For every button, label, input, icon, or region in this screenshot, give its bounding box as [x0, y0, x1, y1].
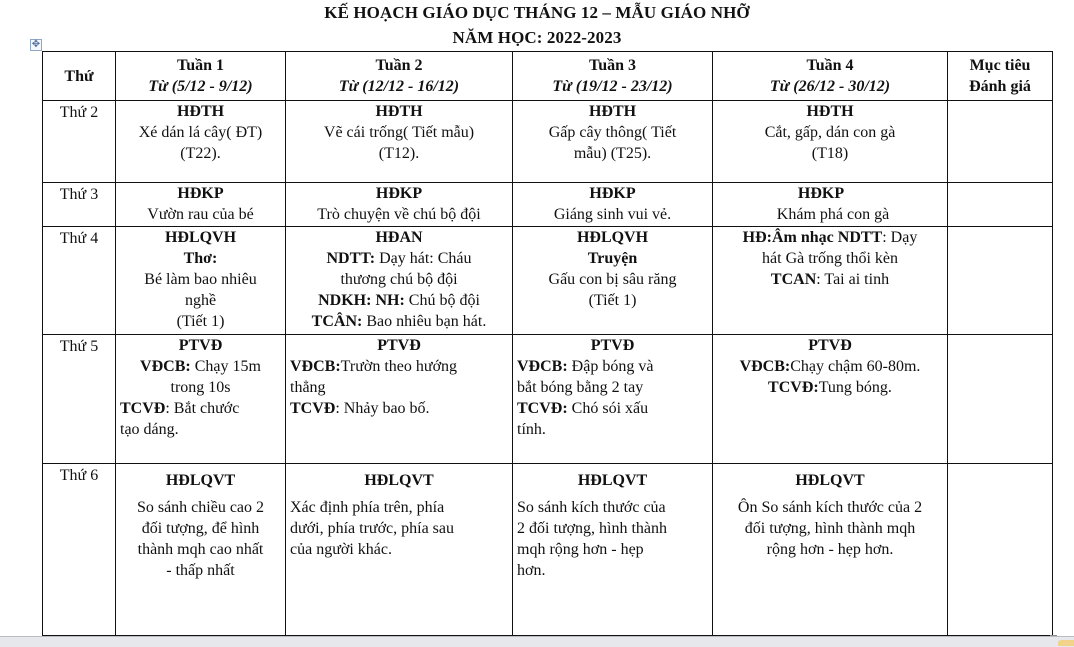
- week-range: Từ (19/12 - 23/12): [552, 78, 673, 95]
- day-cell: Thứ 5: [43, 335, 116, 464]
- label-bold: VĐCB:: [517, 358, 568, 375]
- activity-text: Vườn rau của bé: [147, 206, 254, 223]
- goal-cell[interactable]: [948, 183, 1053, 227]
- header-day: Thứ: [43, 52, 116, 101]
- week-label: Tuần 4: [806, 57, 854, 74]
- document-title: KẾ HOẠCH GIÁO DỤC THÁNG 12 – MẪU GIÁO NHỠ: [324, 3, 750, 22]
- activity-text: rộng hơn - hẹp hơn.: [766, 541, 894, 558]
- activity-text: Khám phá con gà: [776, 206, 890, 223]
- label-bold: TCÂN:: [311, 313, 363, 330]
- activity-text: thương chú bộ đội: [340, 271, 458, 288]
- activity-type: PTVĐ: [178, 337, 223, 354]
- activity-type: HĐLQVT: [795, 472, 865, 489]
- label-bold: TCVĐ:: [768, 379, 819, 396]
- week-label: Tuần 1: [177, 57, 224, 74]
- activity-cell[interactable]: [116, 335, 286, 464]
- activity-text: hơn.: [517, 562, 546, 579]
- table-row-thu-2: [43, 101, 1053, 183]
- activity-text: Trườn theo hướng: [340, 358, 458, 375]
- activity-type: HĐAN: [375, 229, 423, 246]
- activity-text: Chạy chậm 60-80m.: [790, 358, 921, 375]
- activity-text: tạo dáng.: [120, 421, 179, 438]
- activity-text: hát Gà trống thổi kèn: [762, 250, 898, 267]
- activity-text: Giáng sinh vui vẻ.: [553, 206, 672, 223]
- activity-type: HĐKP: [177, 185, 224, 202]
- activity-cell[interactable]: [286, 335, 513, 464]
- week-label: Tuần 3: [589, 57, 636, 74]
- activity-text: nghề: [184, 292, 217, 309]
- activity-subtype: Truyện: [587, 250, 638, 267]
- activity-type: HĐLQVH: [164, 229, 237, 246]
- goal-cell[interactable]: [948, 101, 1053, 183]
- table-row-thu-3: [43, 183, 1053, 227]
- activity-cell[interactable]: [286, 227, 513, 335]
- activity-text: So sánh chiều cao 2: [136, 499, 265, 516]
- activity-cell[interactable]: [513, 335, 713, 464]
- activity-text: thành mqh cao nhất: [137, 541, 264, 558]
- activity-text: đối tượng, để hình: [141, 520, 260, 537]
- activity-cell[interactable]: [116, 464, 286, 636]
- label-bold: TCVĐ: [120, 400, 166, 417]
- activity-text: thẳng: [290, 379, 326, 396]
- table-move-handle-icon[interactable]: ✥: [31, 39, 41, 50]
- activity-text: Tung bóng.: [818, 379, 892, 396]
- lesson-plan-table: [42, 51, 1053, 636]
- activity-text: Ôn So sánh kích thước của 2: [737, 499, 923, 516]
- activity-text: - thấp nhất: [166, 562, 235, 579]
- activity-text: Dạy hát: Cháu: [375, 250, 472, 267]
- activity-text: dưới, phía trước, phía sau: [290, 520, 455, 537]
- activity-type: HĐLQVT: [165, 472, 236, 489]
- status-corner-indicator: [1058, 640, 1074, 646]
- activity-type: HĐLQVT: [577, 472, 648, 489]
- activity-text: Gấu con bị sâu răng: [548, 271, 677, 288]
- header-week-2: [286, 52, 513, 101]
- label-bold: VĐCB:: [739, 358, 791, 375]
- activity-text: Bao nhiêu bạn hát.: [362, 313, 487, 330]
- activity-type: HĐLQVH: [576, 229, 649, 246]
- activity-cell[interactable]: [513, 464, 713, 636]
- label-bold: TCVĐ:: [517, 400, 568, 417]
- goal-cell[interactable]: [948, 464, 1053, 636]
- activity-type: HĐLQVT: [364, 472, 434, 489]
- activity-cell[interactable]: [116, 227, 286, 335]
- activity-text: So sánh kích thước của: [517, 499, 666, 516]
- table-row-thu-6: [43, 464, 1053, 636]
- activity-text: (T22).: [180, 145, 221, 162]
- header-week-1: [116, 52, 286, 101]
- week-range: Từ (5/12 - 9/12): [148, 78, 253, 95]
- activity-text: (Tiết 1): [588, 292, 637, 309]
- activity-subtype: Thơ:: [183, 250, 218, 267]
- label-bold: VĐCB:: [290, 358, 341, 375]
- activity-text: : Bắt chước: [165, 400, 240, 417]
- activity-text: trong 10s: [170, 379, 231, 396]
- goal-label-2: Đánh giá: [969, 78, 1031, 95]
- activity-text: mqh rộng hơn - hẹp: [517, 541, 644, 558]
- week-label: Tuần 2: [375, 57, 423, 74]
- activity-cell[interactable]: [713, 101, 948, 183]
- header-week-4: [713, 52, 948, 101]
- activity-type: HĐTH: [176, 103, 225, 120]
- activity-text: Cắt, gấp, dán con gà: [764, 124, 896, 141]
- activity-cell[interactable]: [286, 464, 513, 636]
- activity-text: Đập bóng và: [567, 358, 654, 375]
- day-cell: Thứ 6: [43, 464, 116, 636]
- activity-type: HĐTH: [588, 103, 637, 120]
- activity-cell[interactable]: [713, 335, 948, 464]
- activity-text: : Tai ai tinh: [816, 271, 890, 288]
- table-header-row: [43, 52, 1053, 101]
- activity-text: (T12).: [378, 145, 420, 162]
- activity-type: HĐKP: [589, 185, 636, 202]
- activity-text: bắt bóng bằng 2 tay: [517, 379, 644, 396]
- label-bold: NDKH: NH:: [318, 292, 405, 309]
- label-bold: NDTT:: [326, 250, 376, 267]
- header-goal: [948, 52, 1053, 101]
- activity-type: HĐKP: [797, 185, 845, 202]
- week-range: Từ (12/12 - 16/12): [338, 78, 460, 95]
- activity-text: (T18): [811, 145, 849, 162]
- activity-text: đối tượng, hình thành mqh: [744, 520, 916, 537]
- week-range: Từ (26/12 - 30/12): [769, 78, 891, 95]
- activity-type: HĐTH: [375, 103, 423, 120]
- activity-cell[interactable]: [713, 183, 948, 227]
- school-year-title: NĂM HỌC: 2022-2023: [452, 28, 622, 47]
- activity-text: Vẽ cái trống( Tiết mẫu): [323, 124, 475, 141]
- label-bold: HĐ:Âm nhạc NDTT: [742, 229, 883, 246]
- activity-text: 2 đối tượng, hình thành: [517, 520, 668, 537]
- activity-text: Xé dán lá cây( ĐT): [138, 124, 263, 141]
- activity-text: : Nhảy bao bố.: [335, 400, 430, 417]
- activity-text: tính.: [517, 421, 546, 438]
- activity-cell[interactable]: [713, 227, 948, 335]
- activity-text: Gấp cây thông( Tiết: [548, 124, 677, 141]
- label-bold: TCAN: [770, 271, 817, 288]
- activity-text: Bé làm bao nhiêu: [144, 271, 257, 288]
- activity-cell[interactable]: [286, 101, 513, 183]
- activity-text: Chú bộ đội: [404, 292, 480, 309]
- activity-text: Chó sói xấu: [567, 400, 649, 417]
- table-row-thu-5: [43, 335, 1053, 464]
- activity-cell[interactable]: [713, 464, 948, 636]
- day-cell: Thứ 3: [43, 183, 116, 227]
- activity-type: PTVĐ: [808, 337, 852, 354]
- label-bold: TCVĐ: [290, 400, 336, 417]
- goal-cell[interactable]: [948, 227, 1053, 335]
- activity-text: Trò chuyện về chú bộ đội: [317, 206, 481, 223]
- activity-text: Xác định phía trên, phía: [290, 499, 445, 516]
- activity-text: của người khác.: [290, 541, 392, 558]
- activity-text: : Dạy: [882, 229, 918, 246]
- goal-label-1: Mục tiêu: [969, 57, 1031, 74]
- activity-cell[interactable]: [513, 101, 713, 183]
- activity-type: PTVĐ: [377, 337, 421, 354]
- activity-cell[interactable]: [116, 101, 286, 183]
- activity-cell[interactable]: [513, 227, 713, 335]
- label-bold: VĐCB:: [140, 358, 191, 375]
- activity-text: (Tiết 1): [176, 313, 225, 330]
- activity-type: PTVĐ: [590, 337, 635, 354]
- activity-text: Chạy 15m: [190, 358, 261, 375]
- day-cell: Thứ 2: [43, 101, 116, 183]
- day-cell: Thứ 4: [43, 227, 116, 335]
- activity-cell[interactable]: [513, 183, 713, 227]
- editor-bottom-bar: [0, 636, 1074, 647]
- activity-type: HĐKP: [375, 185, 423, 202]
- table-row-thu-4: [43, 227, 1053, 335]
- activity-cell[interactable]: [116, 183, 286, 227]
- activity-text: mẫu) (T25).: [573, 145, 652, 162]
- activity-cell[interactable]: [286, 183, 513, 227]
- goal-cell[interactable]: [948, 335, 1053, 464]
- header-week-3: [513, 52, 713, 101]
- activity-type: HĐTH: [806, 103, 854, 120]
